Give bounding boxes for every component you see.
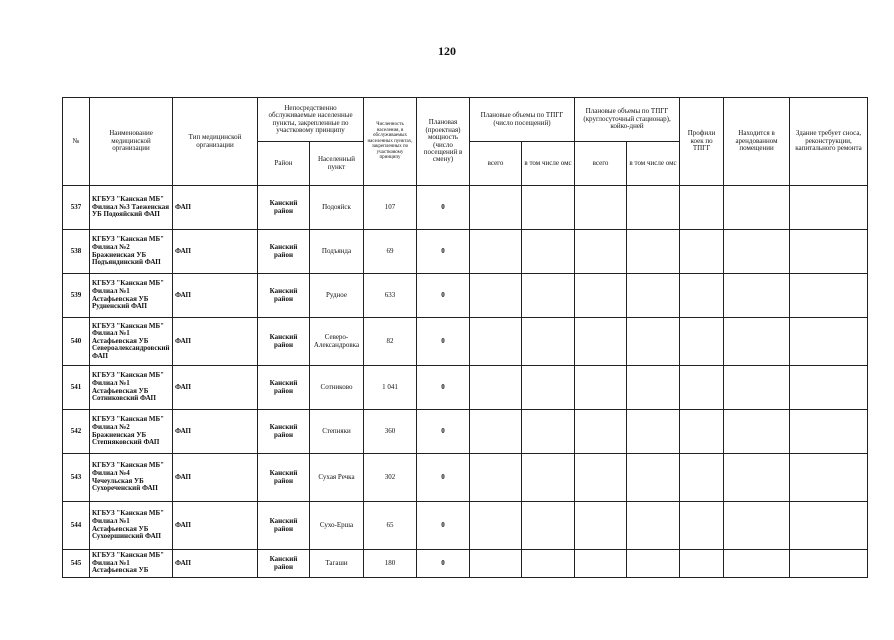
cell-district: Канский район	[258, 454, 310, 502]
header-repair: Здание требует сноса, реконструкции, капитального ремонта	[790, 98, 868, 186]
cell-district: Канский район	[258, 366, 310, 410]
cell-population: 65	[364, 502, 417, 550]
table-row	[63, 550, 868, 578]
cell-population: 82	[364, 318, 417, 366]
facilities-table	[62, 97, 868, 578]
cell-district: Канский район	[258, 318, 310, 366]
cell-district: Канский район	[258, 274, 310, 318]
table-row	[63, 366, 868, 410]
header-visits-total: всего	[470, 142, 522, 186]
header-beds-total: всего	[575, 142, 627, 186]
cell-num: 538	[63, 230, 90, 274]
cell-beds-oms	[627, 410, 680, 454]
cell-repair	[790, 186, 868, 230]
cell-repair	[790, 550, 868, 578]
cell-district: Канский район	[258, 230, 310, 274]
header-settlement: Населенный пункт	[310, 142, 364, 186]
cell-repair	[790, 410, 868, 454]
header-served-group: Непосредственно обслуживаемые населенные пункты, закрепленные по участковому принципу	[258, 98, 364, 142]
cell-visits-total	[470, 366, 522, 410]
cell-settlement: Подояйск	[310, 186, 364, 230]
cell-visits-oms	[522, 318, 575, 366]
cell-capacity: 0	[417, 410, 470, 454]
cell-profiles	[680, 366, 724, 410]
table-row	[63, 274, 868, 318]
cell-beds-total	[575, 318, 627, 366]
table-row	[63, 410, 868, 454]
cell-organization: КГБУЗ "Канская МБ" Филиал №1 Астафьевская УБ	[90, 550, 173, 578]
cell-visits-oms	[522, 454, 575, 502]
cell-visits-total	[470, 186, 522, 230]
cell-rented	[724, 318, 790, 366]
cell-beds-total	[575, 366, 627, 410]
cell-visits-oms	[522, 366, 575, 410]
cell-district: Канский район	[258, 186, 310, 230]
cell-capacity: 0	[417, 186, 470, 230]
cell-beds-total	[575, 454, 627, 502]
cell-rented	[724, 410, 790, 454]
cell-population: 180	[364, 550, 417, 578]
cell-organization: КГБУЗ "Канская МБ" Филиал №2 Бражненская УБ Степняковский ФАП	[90, 410, 173, 454]
cell-capacity: 0	[417, 550, 470, 578]
cell-repair	[790, 230, 868, 274]
cell-visits-oms	[522, 274, 575, 318]
cell-district: Канский район	[258, 410, 310, 454]
header-profiles: Профили коек по ТПГГ	[680, 98, 724, 186]
cell-population: 302	[364, 454, 417, 502]
cell-beds-oms	[627, 502, 680, 550]
cell-profiles	[680, 274, 724, 318]
cell-settlement: Подъянда	[310, 230, 364, 274]
cell-beds-oms	[627, 366, 680, 410]
table-row	[63, 318, 868, 366]
cell-visits-total	[470, 230, 522, 274]
cell-repair	[790, 502, 868, 550]
cell-organization: КГБУЗ "Канская МБ" Филиал №1 Астафьевская УБ Сотниковский ФАП	[90, 366, 173, 410]
cell-organization: КГБУЗ "Канская МБ" Филиал №4 Чечеульская УБ Сухореченский ФАП	[90, 454, 173, 502]
cell-type: ФАП	[173, 454, 258, 502]
cell-type: ФАП	[173, 502, 258, 550]
cell-settlement: Сухая Речка	[310, 454, 364, 502]
cell-capacity: 0	[417, 454, 470, 502]
cell-settlement: Сотниково	[310, 366, 364, 410]
cell-num: 545	[63, 550, 90, 578]
cell-num: 544	[63, 502, 90, 550]
header-rented: Находится в арендованном помещении	[724, 98, 790, 186]
cell-repair	[790, 454, 868, 502]
cell-beds-oms	[627, 274, 680, 318]
cell-rented	[724, 186, 790, 230]
cell-organization: КГБУЗ "Канская МБ" Филиал №1 Астафьевская УБ Североалександровский ФАП	[90, 318, 173, 366]
cell-profiles	[680, 186, 724, 230]
header-district: Район	[258, 142, 310, 186]
table-row	[63, 454, 868, 502]
cell-rented	[724, 230, 790, 274]
cell-capacity: 0	[417, 230, 470, 274]
cell-beds-oms	[627, 318, 680, 366]
cell-visits-oms	[522, 502, 575, 550]
header-capacity: Плановая (проектная) мощность (число посещений в смену)	[417, 98, 470, 186]
cell-organization: КГБУЗ "Канская МБ" Филиал №1 Астафьевская УБ Сухоершинский ФАП	[90, 502, 173, 550]
cell-profiles	[680, 410, 724, 454]
cell-organization: КГБУЗ "Канская МБ" Филиал №3 Таеженская УБ Подояйский ФАП	[90, 186, 173, 230]
cell-type: ФАП	[173, 318, 258, 366]
cell-beds-total	[575, 274, 627, 318]
cell-type: ФАП	[173, 366, 258, 410]
cell-beds-total	[575, 502, 627, 550]
cell-visits-total	[470, 274, 522, 318]
cell-population: 107	[364, 186, 417, 230]
cell-repair	[790, 318, 868, 366]
cell-visits-oms	[522, 550, 575, 578]
cell-district: Канский район	[258, 502, 310, 550]
cell-num: 537	[63, 186, 90, 230]
cell-beds-oms	[627, 454, 680, 502]
cell-capacity: 0	[417, 274, 470, 318]
cell-rented	[724, 454, 790, 502]
cell-settlement: Рудное	[310, 274, 364, 318]
header-visits-group: Плановые объемы по ТПГГ (число посещений)	[470, 98, 575, 142]
cell-settlement: Сухо-Ерша	[310, 502, 364, 550]
cell-type: ФАП	[173, 550, 258, 578]
cell-capacity: 0	[417, 366, 470, 410]
cell-visits-total	[470, 454, 522, 502]
cell-visits-total	[470, 502, 522, 550]
cell-population: 69	[364, 230, 417, 274]
table-row	[63, 230, 868, 274]
cell-settlement: Тагаши	[310, 550, 364, 578]
cell-organization: КГБУЗ "Канская МБ" Филиал №2 Бражненская УБ Подъяндинский ФАП	[90, 230, 173, 274]
cell-visits-total	[470, 410, 522, 454]
cell-num: 539	[63, 274, 90, 318]
header-beds-oms: в том числе омс	[627, 142, 680, 186]
cell-capacity: 0	[417, 502, 470, 550]
header-type: Тип медицинской организации	[173, 98, 258, 186]
cell-profiles	[680, 230, 724, 274]
table-row	[63, 186, 868, 230]
cell-beds-total	[575, 230, 627, 274]
cell-num: 543	[63, 454, 90, 502]
cell-num: 541	[63, 366, 90, 410]
header-visits-oms: в том числе омс	[522, 142, 575, 186]
cell-rented	[724, 502, 790, 550]
cell-profiles	[680, 318, 724, 366]
cell-type: ФАП	[173, 274, 258, 318]
cell-repair	[790, 274, 868, 318]
cell-num: 542	[63, 410, 90, 454]
cell-visits-total	[470, 550, 522, 578]
cell-profiles	[680, 550, 724, 578]
table-header	[63, 98, 868, 186]
header-beds-group: Плановые объемы по ТПГГ (круглосуточный стационар), койко-дней	[575, 98, 680, 142]
cell-beds-total	[575, 186, 627, 230]
cell-visits-total	[470, 318, 522, 366]
cell-settlement: Северо-Александровка	[310, 318, 364, 366]
cell-profiles	[680, 454, 724, 502]
cell-visits-oms	[522, 186, 575, 230]
cell-visits-oms	[522, 410, 575, 454]
cell-beds-oms	[627, 230, 680, 274]
table-body	[63, 186, 868, 578]
cell-settlement: Степняки	[310, 410, 364, 454]
table-row	[63, 502, 868, 550]
cell-population: 360	[364, 410, 417, 454]
cell-type: ФАП	[173, 186, 258, 230]
cell-population: 633	[364, 274, 417, 318]
cell-population: 1 041	[364, 366, 417, 410]
cell-type: ФАП	[173, 410, 258, 454]
cell-rented	[724, 274, 790, 318]
cell-beds-total	[575, 550, 627, 578]
cell-capacity: 0	[417, 318, 470, 366]
header-num: №	[63, 98, 90, 186]
cell-beds-oms	[627, 186, 680, 230]
cell-num: 540	[63, 318, 90, 366]
cell-rented	[724, 550, 790, 578]
cell-repair	[790, 366, 868, 410]
cell-visits-oms	[522, 230, 575, 274]
cell-district: Канский район	[258, 550, 310, 578]
header-name: Наименование медицинской организации	[90, 98, 173, 186]
header-population: Численность населения, в обслуживаемых населенных пунктах, закрепленных по участковому принципу	[364, 98, 417, 186]
cell-beds-oms	[627, 550, 680, 578]
page-number: 120	[438, 44, 456, 58]
cell-rented	[724, 366, 790, 410]
cell-profiles	[680, 502, 724, 550]
cell-beds-total	[575, 410, 627, 454]
cell-organization: КГБУЗ "Канская МБ" Филиал №1 Астафьевская УБ Рудненский ФАП	[90, 274, 173, 318]
cell-type: ФАП	[173, 230, 258, 274]
